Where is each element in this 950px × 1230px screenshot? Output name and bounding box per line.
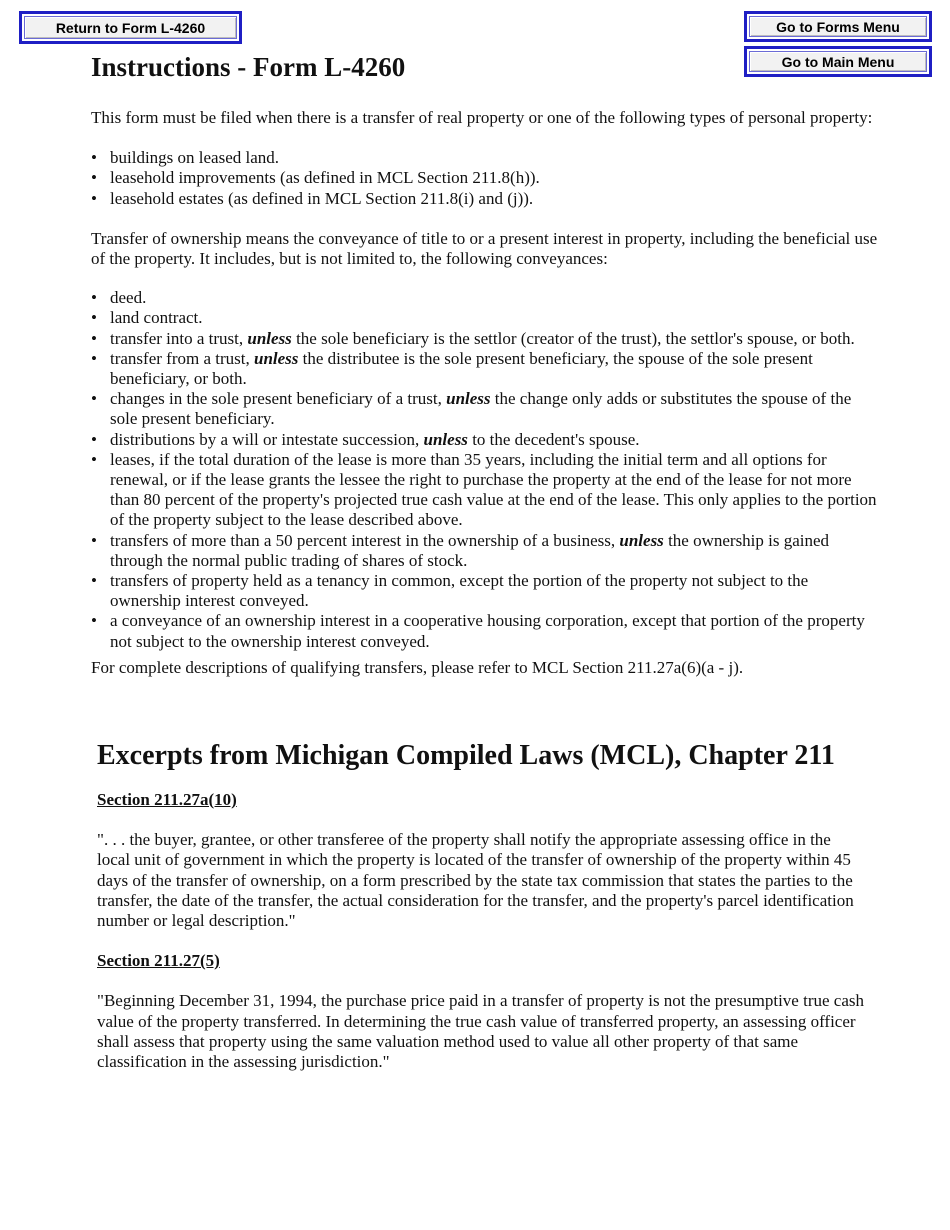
list-item: • leasehold estates (as defined in MCL Section 211.8(i) and (j)).: [91, 189, 881, 209]
list-item: • transfers of more than a 50 percent interest in the ownership of a business, unless the ownership is gained through the normal public trading of shares of stock.: [91, 531, 881, 571]
reference-note: For complete descriptions of qualifying transfers, please refer to MCL Section 211.27a(6)(a - j).: [91, 657, 744, 677]
list-item: • changes in the sole present beneficiary of a trust, unless the change only adds or substitutes the spouse of the sole present beneficiary.: [91, 389, 881, 429]
transfer-definition-paragraph: Transfer of ownership means the conveyance of title to or a present interest in property, including the beneficial use of the property. It includes, but is not limited to, the following conveyances:: [91, 228, 878, 269]
main-menu-button[interactable]: [744, 46, 932, 77]
list-item: • leases, if the total duration of the lease is more than 35 years, including the initial term and all options for renewal, or if the lease grants the lessee the right to purchase the property at the end of the lease for not more than 80 percent of the property's projected true cash value at the end of the lease. This only applies to the portion of the property subject to the lease described above.: [91, 450, 881, 531]
list-item: • transfer into a trust, unless the sole beneficiary is the settlor (creator of the trust), the settlor's spouse, or both.: [91, 329, 881, 349]
main-menu-label: Go to Main Menu: [749, 51, 927, 72]
list-item: • buildings on leased land.: [91, 148, 881, 168]
list-item: • transfer from a trust, unless the distributee is the sole present beneficiary, the spouse of the sole present beneficiary, or both.: [91, 349, 881, 389]
list-item: • land contract.: [91, 308, 881, 328]
section-211-27a-10-title: Section 211.27a(10): [97, 790, 237, 809]
return-to-form-label: Return to Form L-4260: [24, 16, 237, 39]
section-211-27-5-title: Section 211.27(5): [97, 951, 220, 971]
property-type-list: [91, 148, 881, 209]
mcl-excerpts: [97, 738, 867, 1072]
forms-menu-label: Go to Forms Menu: [749, 16, 927, 37]
list-item: • leasehold improvements (as defined in MCL Section 211.8(h)).: [91, 168, 881, 188]
return-to-form-button[interactable]: [19, 11, 242, 44]
list-item: • a conveyance of an ownership interest in a cooperative housing corporation, except that portion of the property not subject to the ownership interest conveyed.: [91, 611, 881, 651]
section-211-27a-10-text: ". . . the buyer, grantee, or other transferee of the property shall notify the appropriate assessing office in the local unit of government in which the property is located of the transfer of ownership of the property within 45 days of the transfer of ownership, on a form prescribed by the state tax commission that states the parties to the transfer, the date of the transfer, the actual consideration for the transfer, and the property's parcel identification number or legal description.": [97, 830, 854, 931]
page-title: Instructions - Form L-4260: [91, 52, 406, 82]
list-item: • transfers of property held as a tenancy in common, except the portion of the property not subject to the ownership interest conveyed.: [91, 571, 881, 611]
excerpts-heading: Excerpts from Michigan Compiled Laws (MCL), Chapter 211: [97, 740, 835, 771]
list-item: • distributions by a will or intestate succession, unless to the decedent's spouse.: [91, 430, 881, 450]
forms-menu-button[interactable]: [744, 11, 932, 42]
instructions-body: [91, 108, 881, 678]
list-item: • deed.: [91, 288, 881, 308]
section-211-27-5-text: "Beginning December 31, 1994, the purchase price paid in a transfer of property is not the presumptive true cash value of the property transferred. In determining the true cash value of transferred property, an assessing officer shall assess that property using the same valuation method used to value all other property of that same classification in the assessing jurisdiction.": [97, 991, 864, 1072]
conveyance-list: [91, 288, 881, 652]
intro-paragraph: This form must be filed when there is a transfer of real property or one of the following types of personal property:: [91, 108, 873, 127]
